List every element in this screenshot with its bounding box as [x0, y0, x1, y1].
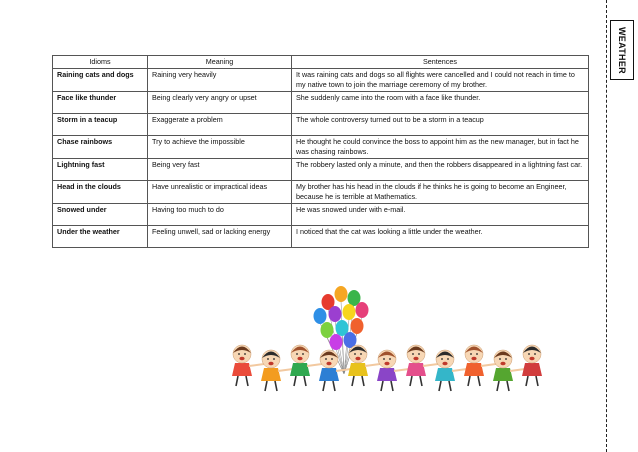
meaning-cell: Being very fast: [148, 159, 292, 181]
table-row: [53, 204, 589, 226]
sentence-cell: The robbery lasted only a minute, and then the robbers disappeared in a lightning fast car.: [292, 159, 589, 181]
balloon: [329, 306, 342, 322]
balloon-cluster: [314, 286, 369, 350]
idiom-cell: Storm in a teacup: [53, 114, 148, 136]
sentence-cell: He thought he could convince the boss to appoint him as the new manager, but in fact he was chasing rainbows.: [292, 136, 589, 159]
meaning-cell: Having too much to do: [148, 204, 292, 226]
cartoon-kid: [290, 345, 322, 386]
table-row: [53, 114, 589, 136]
cartoon-kid: [493, 350, 525, 391]
sentence-cell: He was snowed under with e-mail.: [292, 204, 589, 226]
sentence-cell: I noticed that the cat was looking a little under the weather.: [292, 226, 589, 248]
sentence-cell: My brother has his head in the clouds if he thinks he is going to become an Engineer, because he is terrible at Mathematics.: [292, 181, 589, 204]
idiom-cell: Under the weather: [53, 226, 148, 248]
weather-side-tab: [610, 20, 634, 80]
table-row: [53, 136, 589, 159]
meaning-cell: Exaggerate a problem: [148, 114, 292, 136]
cartoon-kid: [464, 345, 496, 386]
balloon: [356, 302, 369, 318]
table-row: [53, 226, 589, 248]
balloon: [335, 286, 348, 302]
idiom-cell: Chase rainbows: [53, 136, 148, 159]
cartoon-kid: [232, 345, 264, 386]
dashed-margin-line: [606, 0, 607, 452]
balloon: [343, 304, 356, 320]
balloon: [330, 334, 343, 350]
header-idioms: Idioms: [53, 56, 148, 69]
meaning-cell: Try to achieve the impossible: [148, 136, 292, 159]
cartoon-kid: [348, 345, 380, 386]
balloon: [314, 308, 327, 324]
table-row: [53, 69, 589, 92]
side-tab-label: WEATHER: [617, 26, 627, 74]
cartoon-kid: [261, 350, 293, 391]
meaning-cell: Being clearly very angry or upset: [148, 92, 292, 114]
idiom-cell: Lightning fast: [53, 159, 148, 181]
kids-row: [232, 345, 542, 391]
meaning-cell: Feeling unwell, sad or lacking energy: [148, 226, 292, 248]
meaning-cell: Have unrealistic or impractical ideas: [148, 181, 292, 204]
table-header-row: [53, 56, 589, 69]
sentence-cell: It was raining cats and dogs so all flights were cancelled and I could not reach in time to my native town to join the marriage ceremony of my brother.: [292, 69, 589, 92]
idiom-cell: Snowed under: [53, 204, 148, 226]
cartoon-kid: [406, 345, 438, 386]
table-row: [53, 92, 589, 114]
idiom-cell: Face like thunder: [53, 92, 148, 114]
table-row: [53, 181, 589, 204]
cartoon-kid: [435, 350, 467, 391]
meaning-cell: Raining very heavily: [148, 69, 292, 92]
sentence-cell: The whole controversy turned out to be a storm in a teacup: [292, 114, 589, 136]
sentence-cell: She suddenly came into the room with a face like thunder.: [292, 92, 589, 114]
header-meaning: Meaning: [148, 56, 292, 69]
kids-with-balloons-illustration: [228, 284, 570, 396]
header-sentences: Sentences: [292, 56, 589, 69]
table-row: [53, 159, 589, 181]
idiom-cell: Raining cats and dogs: [53, 69, 148, 92]
balloon: [321, 322, 334, 338]
cartoon-kid: [522, 345, 542, 386]
cartoon-kid: [377, 350, 409, 391]
cartoon-kid: [319, 350, 351, 391]
balloon: [351, 318, 364, 334]
idiom-cell: Head in the clouds: [53, 181, 148, 204]
idioms-table: [52, 55, 589, 248]
